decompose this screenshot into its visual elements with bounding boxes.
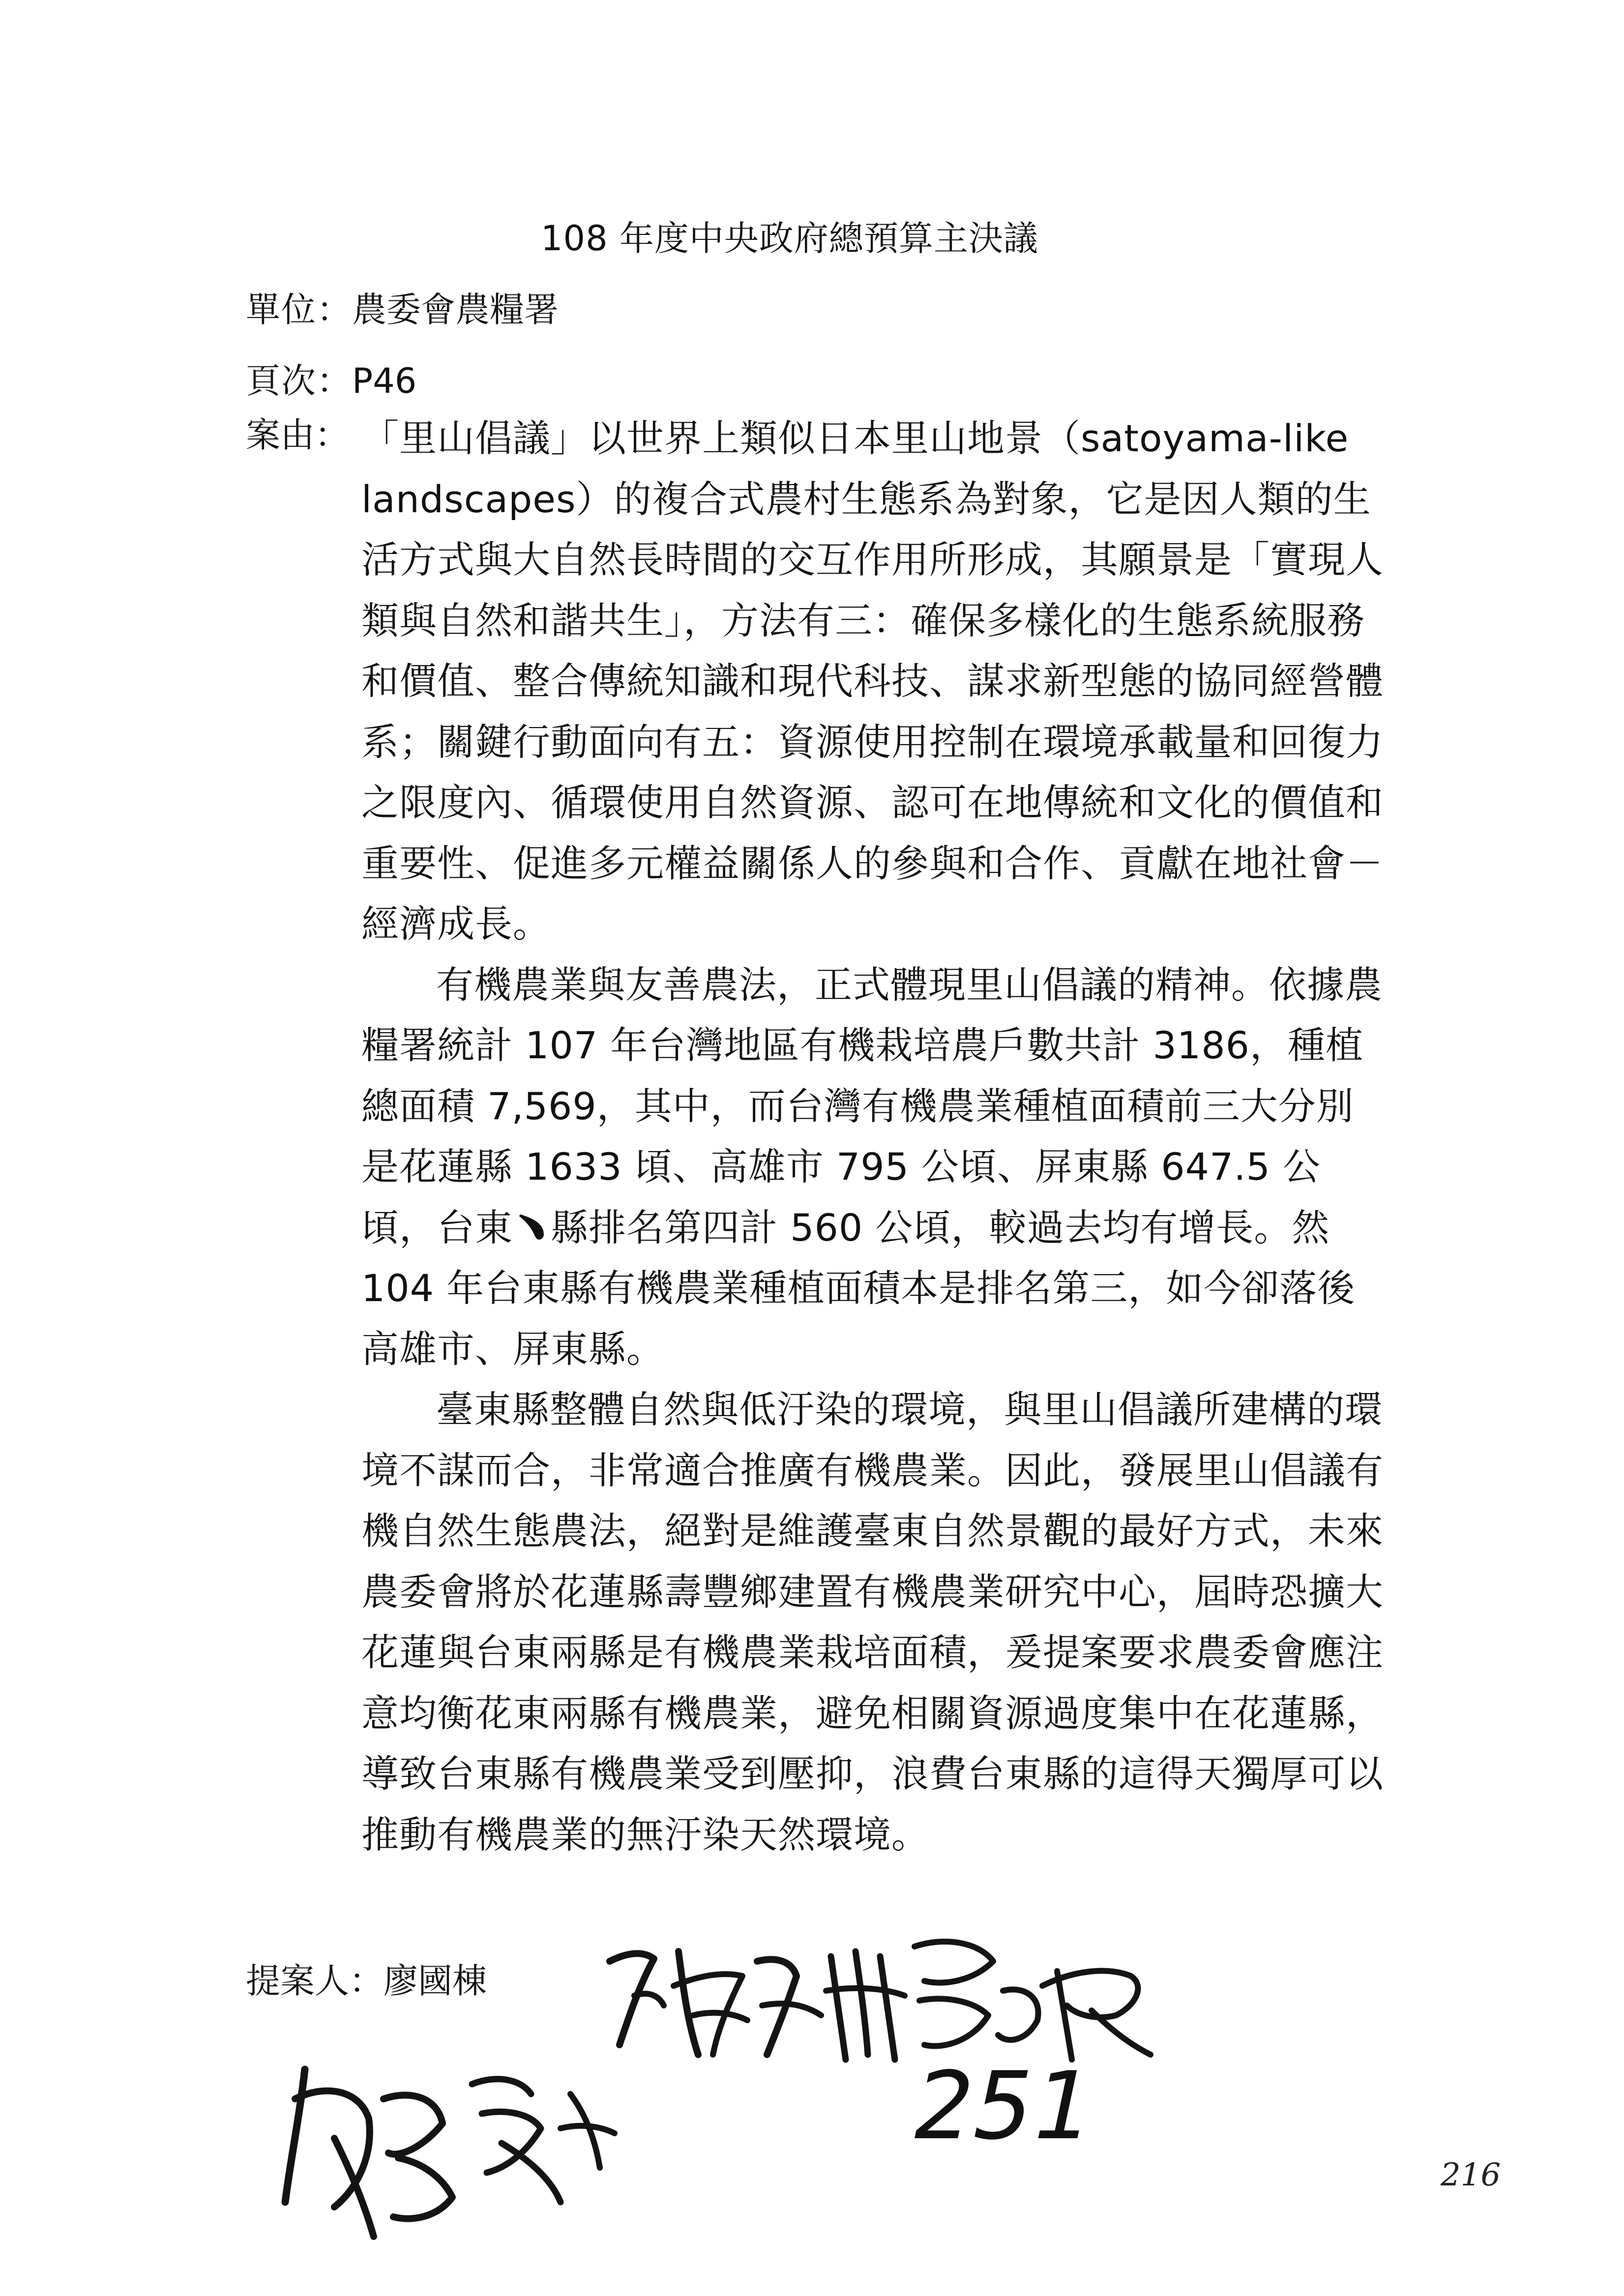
paragraph-1: 「里山倡議」以世界上類似日本里山地景（satoyama-like landscapes）的複合式農村生態系為對象，它是因人類的生活方式與大自然長時間的交互作用所形成，其願景是「實現人類與自然和諧共生」，方法有三：確保多樣化的生態系統服務和價值、整合傳統知識和現代科技、謀求新型態的協同經營體系；關鍵行動面向有五：資源使用控制在環境承載量和回復力之限度內、循環使用自然資源、認可在地傳統和文化的價值和重要性、促進多元權益關係人的參與和合作、貢獻在地社會－經濟成長。 [361, 416, 1384, 946]
page-label: 頁次： [246, 361, 352, 401]
reason-body [361, 408, 1387, 1865]
proposer-row [246, 1959, 487, 2003]
handwritten-number: 251 [903, 2052, 1105, 2160]
page-row [246, 359, 416, 403]
paragraph-2: 有機農業與友善農法，正式體現里山倡議的精神。依據農糧署統計 107 年台灣地區有機栽培農戶數共計 3186，種植總面積 7,569，其中，而台灣有機農業種植面積前三大分別是花蓮縣 1633 頃、高雄市 795 公頃、屏東縣 647.5 公頃，台東﹅縣排名第四計 560 公頃，較過去均有增長。然 104 年台東縣有機農業種植面積本是排名第三，如今卻落後高雄市、屏東縣。 [361, 962, 1383, 1371]
document-title: 108 年度中央政府總預算主決議 [541, 218, 1038, 259]
proposer-label: 提案人： [246, 1961, 384, 2001]
proposer-name: 廖國棟 [384, 1961, 487, 2001]
reason-label: 案由： [246, 415, 349, 455]
page-number: 216 [1441, 2157, 1501, 2193]
signature-bottom [275, 2040, 629, 2246]
unit-label: 單位： [246, 290, 352, 330]
unit-value: 農委會農糧署 [352, 290, 559, 330]
unit-row [246, 288, 559, 332]
page-value: P46 [352, 361, 417, 401]
paragraph-3: 臺東縣整體自然與低汙染的環境，與里山倡議所建構的環境不謀而合，非常適合推廣有機農業。因此，發展里山倡議有機自然生態農法，絕對是維護臺東自然景觀的最好方式，未來農委會將於花蓮縣壽豐鄉建置有機農業研究中心，屆時恐擴大花蓮與台東兩縣是有機農業栽培面積，爰提案要求農委會應注意均衡花東兩縣有機農業，避免相關資源過度集中在花蓮縣，導致台東縣有機農業受到壓抑，浪費台東縣的這得天獨厚可以推動有機農業的無汙染天然環境。 [361, 1388, 1384, 1857]
